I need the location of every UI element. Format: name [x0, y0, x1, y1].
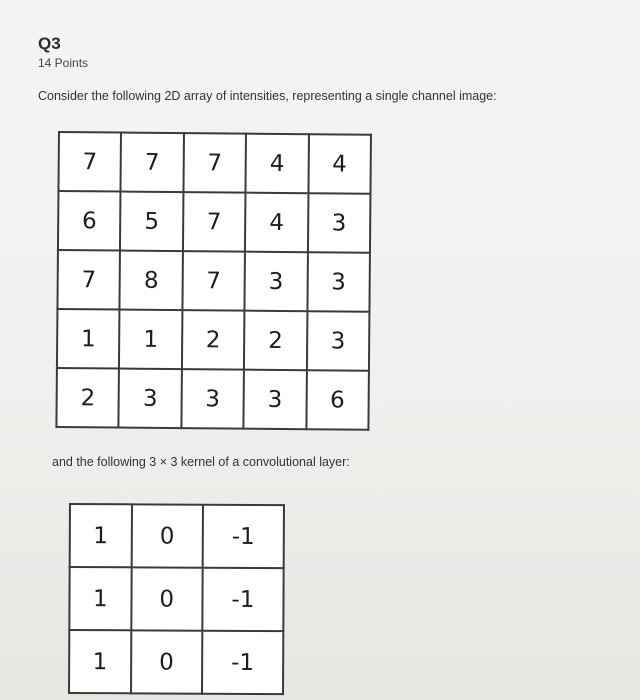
kernel-cell: -1 — [202, 568, 283, 631]
image-array-cell: 3 — [245, 252, 308, 312]
image-array-cell: 6 — [58, 191, 121, 251]
image-array-cell: 7 — [183, 192, 246, 252]
image-array-cell: 3 — [308, 193, 371, 253]
image-array-cell: 7 — [183, 133, 246, 193]
image-array-cell: 7 — [58, 132, 121, 192]
image-array-cell: 8 — [120, 251, 183, 311]
image-intensity-array — [55, 131, 372, 431]
image-array-row — [57, 309, 370, 371]
kernel-prompt: and the following 3 × 3 kernel of a convolutional layer: — [52, 455, 350, 469]
image-array-cell: 5 — [120, 192, 183, 252]
image-array-row — [58, 191, 371, 253]
question-prompt: Consider the following 2D array of intensities, representing a single channel image: — [38, 89, 497, 103]
image-array-cell: 4 — [308, 134, 371, 194]
image-array-row — [57, 250, 370, 312]
kernel-cell: 0 — [131, 504, 203, 567]
image-array-cell: 7 — [57, 250, 120, 310]
kernel-cell: -1 — [203, 505, 284, 568]
image-array-row — [56, 368, 369, 430]
kernel-cell: -1 — [202, 631, 283, 694]
image-array-cell: 2 — [182, 310, 245, 370]
image-array-cell: 3 — [181, 369, 244, 429]
image-array-cell: 4 — [245, 193, 308, 253]
question-points: 14 Points — [38, 56, 89, 70]
kernel-cell: 1 — [69, 567, 131, 630]
kernel-cell: 1 — [69, 630, 131, 693]
image-array-cell: 7 — [182, 251, 245, 311]
image-array-cell: 1 — [119, 310, 182, 370]
question-title: Q3 — [38, 34, 61, 53]
kernel-row — [69, 567, 283, 631]
image-array-cell: 2 — [244, 311, 307, 371]
image-array-cell: 2 — [56, 368, 119, 428]
convolution-kernel — [68, 503, 285, 695]
image-array-cell: 3 — [306, 311, 369, 371]
image-array-cell: 6 — [306, 370, 369, 430]
image-array-cell: 4 — [246, 134, 309, 194]
image-array-row — [58, 132, 371, 194]
kernel-cell: 1 — [70, 504, 132, 567]
image-array-cell: 3 — [119, 369, 182, 429]
image-array-cell: 7 — [121, 133, 184, 193]
image-array-cell: 3 — [307, 252, 370, 312]
image-array-cell: 3 — [244, 370, 307, 430]
kernel-cell: 0 — [131, 630, 203, 693]
kernel-row — [70, 504, 284, 568]
kernel-cell: 0 — [131, 567, 203, 630]
kernel-row — [69, 630, 283, 694]
image-array-cell: 1 — [57, 309, 120, 369]
